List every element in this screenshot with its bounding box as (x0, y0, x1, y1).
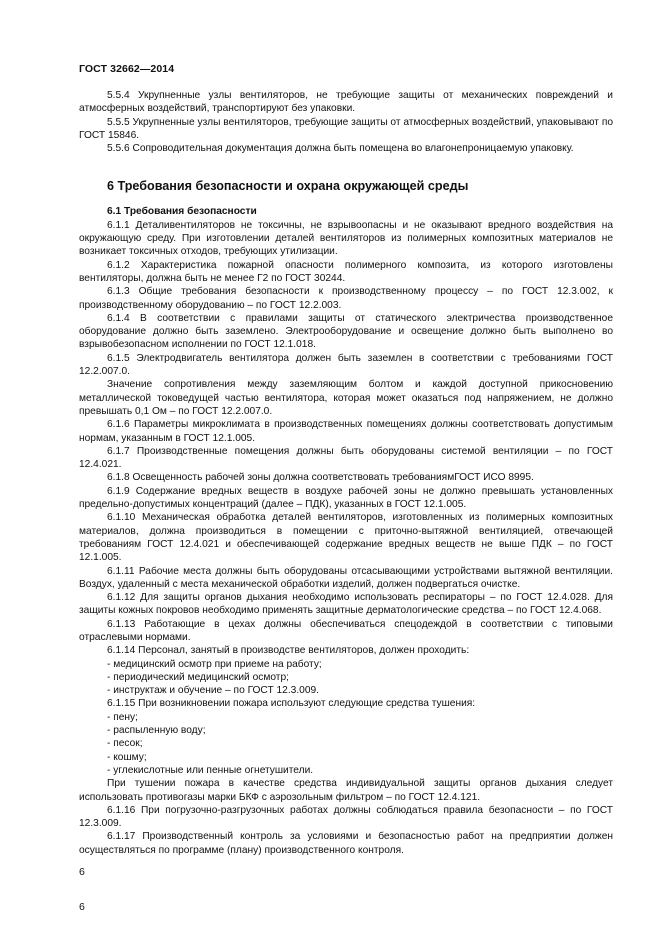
paragraph-6-1-14: 6.1.14 Персонал, занятый в производстве вентиляторов, должен проходить: (107, 645, 470, 657)
paragraph-6-1-7: 6.1.7 Производственные помещения должны быть оборудованы системой вентиляции – по ГОСТ 12.4.021. (79, 445, 613, 471)
list-item: - кошму; (107, 751, 147, 763)
paragraph-6-1-10: 6.1.10 Механическая обработка деталей вентиляторов, изготовленных из полимерных композитных материалов, должна производиться в помещении с приточно-вытяжной вентиляцией, отвечающей требованиям ГОСТ 12.4.021 и обеспечивающей содержание вредных веществ не выше ПДК – по ГОСТ 12.1.005. (79, 512, 613, 564)
paragraph-6-1-11: 6.1.11 Рабочие места должны быть оборудованы отсасывающими устройствами вытяжной вентиляции. Воздух, удаленный с места механической обработки изделий, должен подвергаться очистке. (79, 565, 613, 590)
paragraph-6-1-2: 6.1.2 Характеристика пожарной опасности полимерного композита, из которого изготовлены вентиляторы, должна быть не менее Г2 по ГОСТ 30244. (79, 259, 613, 284)
paragraph-5-5-6: 5.5.6 Сопроводительная документация должна быть помещена во влагонепроницаемую упаковку. (107, 143, 574, 155)
list-item: - пену; (107, 711, 138, 723)
document-body (79, 89, 613, 857)
section-heading-6: 6 Требования безопасности и охрана окружающей среды (107, 179, 469, 194)
list-item: - периодический медицинский осмотр; (107, 671, 289, 683)
list-item: - распыленную воду; (107, 725, 206, 737)
paragraph-6-1-4: 6.1.4 В соответствии с правилами защиты от статического электричества производственное оборудование должно быть заземлено. Электрооборудование и освещение должно быть выполнено во взрывобезопасном исполнении по ГОСТ 12.1.018. (79, 312, 613, 351)
list-item: - песок; (107, 738, 143, 750)
page-number-bottom: 6 (79, 901, 85, 913)
subsection-heading-6-1: 6.1 Требования безопасности (107, 206, 257, 218)
paragraph-6-1-3: 6.1.3 Общие требования безопасности к производственному процессу – по ГОСТ 12.3.002, к производственному оборудованию – по ГОСТ 12.2.003. (79, 286, 613, 311)
paragraph-6-1-12: 6.1.12 Для защиты органов дыхания необходимо использовать респираторы – по ГОСТ 12.4.028. Для защиты кожных покровов необходимо применять защитные дерматологические средства – по ГОСТ 12.4.068. (79, 592, 613, 617)
paragraph-6-1-13: 6.1.13 Работающие в цехах должны обеспечиваться спецодеждой в соответствии с типовыми отраслевыми нормами. (79, 618, 613, 643)
paragraph-6-1-17: 6.1.17 Производственный контроль за условиями и безопасностью работ на предприятии должен осуществляться по программе (плану) производственного контроля. (79, 831, 613, 856)
list-item: - инструктаж и обучение – по ГОСТ 12.3.009. (107, 685, 319, 697)
paragraph-6-1-5-resistance: Значение сопротивления между заземляющим болтом и каждой доступной прикосновению металлической токоведущей частью вентилятора, которая может оказаться под напряжением, не должно превышать 0,1 Ом – по ГОСТ 12.2.007.0. (79, 379, 613, 417)
paragraph-6-1-15: 6.1.15 При возникновении пожара используют следующие средства тушения: (107, 698, 476, 710)
paragraph-6-1-16: 6.1.16 При погрузочно-разгрузочных работах должны соблюдаться правила безопасности – по ГОСТ 12.3.009. (79, 804, 613, 830)
paragraph-6-1-1: 6.1.1 Деталивентиляторов не токсичны, не взрывоопасны и не оказывают вредного воздействия на окружающую среду. При изготовлении деталей вентиляторов из полимерных композитных материалов не возникает токсичных отходов, требующих утилизации. (79, 219, 613, 258)
paragraph-6-1-5: 6.1.5 Электродвигатель вентилятора должен быть заземлен в соответствии с требованиями ГОСТ 12.2.007.0. (79, 352, 613, 378)
list-item: - углекислотные или пенные огнетушители. (107, 764, 314, 776)
paragraph-6-1-6: 6.1.6 Параметры микроклимата в производственных помещениях должны соответствовать допустимым нормам, указанным в ГОСТ 12.1.005. (79, 419, 613, 444)
paragraph-6-1-15-respiratory: При тушении пожара в качестве средства индивидуальной защиты органов дыхания следует использовать противогазы марки БКФ с аэрозольным фильтром – по ГОСТ 12.4.121. (79, 778, 613, 803)
paragraph-6-1-8: 6.1.8 Освещенность рабочей зоны должна соответствовать требованиямГОСТ ИСО 8995. (107, 472, 534, 484)
list-item: - медицинский осмотр при приеме на работу; (107, 658, 322, 670)
paragraph-5-5-5: 5.5.5 Укрупненные узлы вентиляторов, требующие защиты от атмосферных воздействий, упаковывают по ГОСТ 15846. (79, 116, 613, 141)
paragraph-5-5-4: 5.5.4 Укрупненные узлы вентиляторов, не требующие защиты от механических повреждений и атмосферных воздействий, транспортируют без упаковки. (79, 90, 613, 115)
page-number: 6 (79, 866, 85, 878)
document-header: ГОСТ 32662—2014 (79, 63, 175, 75)
paragraph-6-1-9: 6.1.9 Содержание вредных веществ в воздухе рабочей зоны не должно превышать установленных предельно-допустимых концентраций (далее – ПДК), указанных в ГОСТ 12.1.005. (79, 485, 613, 511)
